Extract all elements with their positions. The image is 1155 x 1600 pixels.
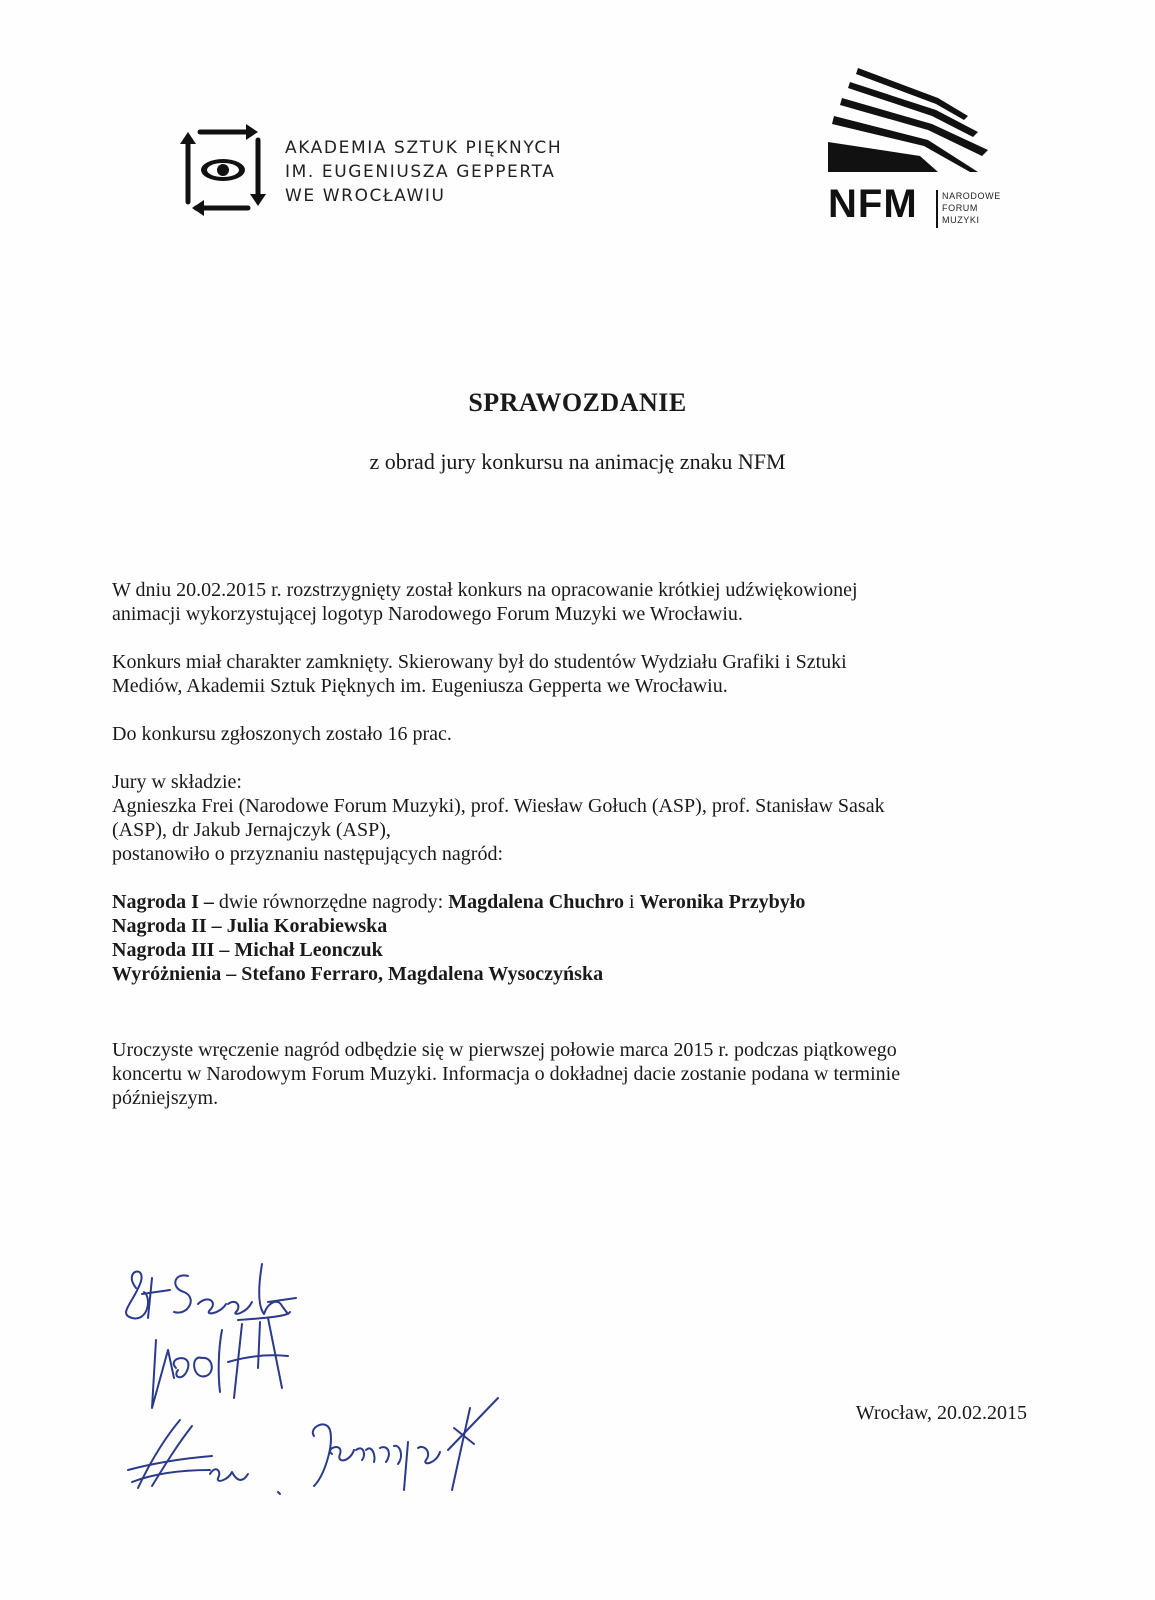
paragraph-intro-line-2: animacji wykorzystującej logotyp Narodowego Forum Muzyki we Wrocławiu.: [112, 603, 743, 625]
prize-1-and: i: [624, 891, 640, 913]
paragraph-jury: [112, 770, 1032, 866]
asp-line-2: IM. EUGENIUSZA GEPPERTA: [285, 162, 556, 182]
paragraph-ceremony-line-3: późniejszym.: [112, 1087, 219, 1109]
signature-sasak: [126, 1264, 296, 1320]
nfm-divider: [936, 190, 938, 228]
jury-decision: postanowiło o przyznaniu następujących nagród:: [112, 843, 503, 865]
signature-goluch: [152, 1318, 288, 1408]
prize-1-label: Nagroda I –: [112, 891, 219, 913]
asp-name: [285, 136, 562, 208]
prize-1-winner-a: Magdalena Chuchro: [448, 891, 625, 913]
paragraph-scope-line-2: Mediów, Akademii Sztuk Pięknych im. Eugeniusza Gepperta we Wrocławiu.: [112, 675, 728, 697]
honorable-mentions: Wyróżnienia – Stefano Ferraro, Magdalena Wysoczyńska: [112, 963, 604, 985]
paragraph-entries: Do konkursu zgłoszonych zostało 16 prac.: [112, 723, 452, 745]
nfm-stripes-icon: [828, 68, 998, 172]
jury-members-line-2: (ASP), dr Jakub Jernajczyk (ASP),: [112, 819, 391, 841]
asp-line-3: WE WROCŁAWIU: [285, 186, 446, 206]
jury-heading: Jury w składzie:: [112, 771, 242, 793]
signature-jernajczyk: [313, 1398, 498, 1490]
nfm-sub-line-3: MUZYKI: [942, 215, 980, 225]
paragraph-intro-line-1: W dniu 20.02.2015 r. rozstrzygnięty został konkurs na opracowanie krótkiej udźwiękowionej: [112, 579, 858, 601]
document-title: SPRAWOZDANIE: [468, 388, 687, 417]
nfm-wordmark: NFM: [828, 182, 918, 226]
prize-1: [112, 890, 1032, 914]
nfm-sub-line-2: FORUM: [942, 203, 978, 213]
signature-frei: [128, 1420, 280, 1494]
paragraph-ceremony-line-2: koncertu w Narodowym Forum Muzyki. Informacja o dokładnej dacie zostanie podana w terminie: [112, 1063, 901, 1085]
prize-1-desc: dwie równorzędne nagrody:: [218, 891, 449, 913]
asp-logo-icon: [178, 120, 266, 220]
nfm-sub-line-1: NARODOWE: [942, 191, 1001, 201]
paragraph-ceremony: [112, 1038, 1032, 1110]
prize-1-winner-b: Weronika Przybyło: [639, 891, 806, 913]
prize-2: Nagroda II – Julia Korabiewska: [112, 915, 388, 937]
document-body: [112, 578, 1032, 1134]
place-date: Wrocław, 20.02.2015: [855, 1402, 1027, 1424]
document-subtitle: z obrad jury konkursu na animację znaku NFM: [369, 449, 786, 474]
paragraph-scope: [112, 650, 1032, 698]
paragraph-ceremony-line-1: Uroczyste wręczenie nagród odbędzie się w pierwszej połowie marca 2015 r. podczas piątkowego: [112, 1039, 897, 1061]
jury-members-line-1: Agnieszka Frei (Narodowe Forum Muzyki), prof. Wiesław Gołuch (ASP), prof. Stanisław Sasak: [112, 795, 885, 817]
paragraph-scope-line-1: Konkurs miał charakter zamknięty. Skierowany był do studentów Wydziału Grafiki i Sztuki: [112, 651, 847, 673]
jury-signatures: [118, 1258, 538, 1508]
paragraph-intro: [112, 578, 1032, 626]
nfm-subtitle: [942, 190, 1001, 226]
prize-list: [112, 890, 1032, 986]
prize-3: Nagroda III – Michał Leonczuk: [112, 939, 383, 961]
asp-line-1: AKADEMIA SZTUK PIĘKNYCH: [285, 138, 563, 158]
